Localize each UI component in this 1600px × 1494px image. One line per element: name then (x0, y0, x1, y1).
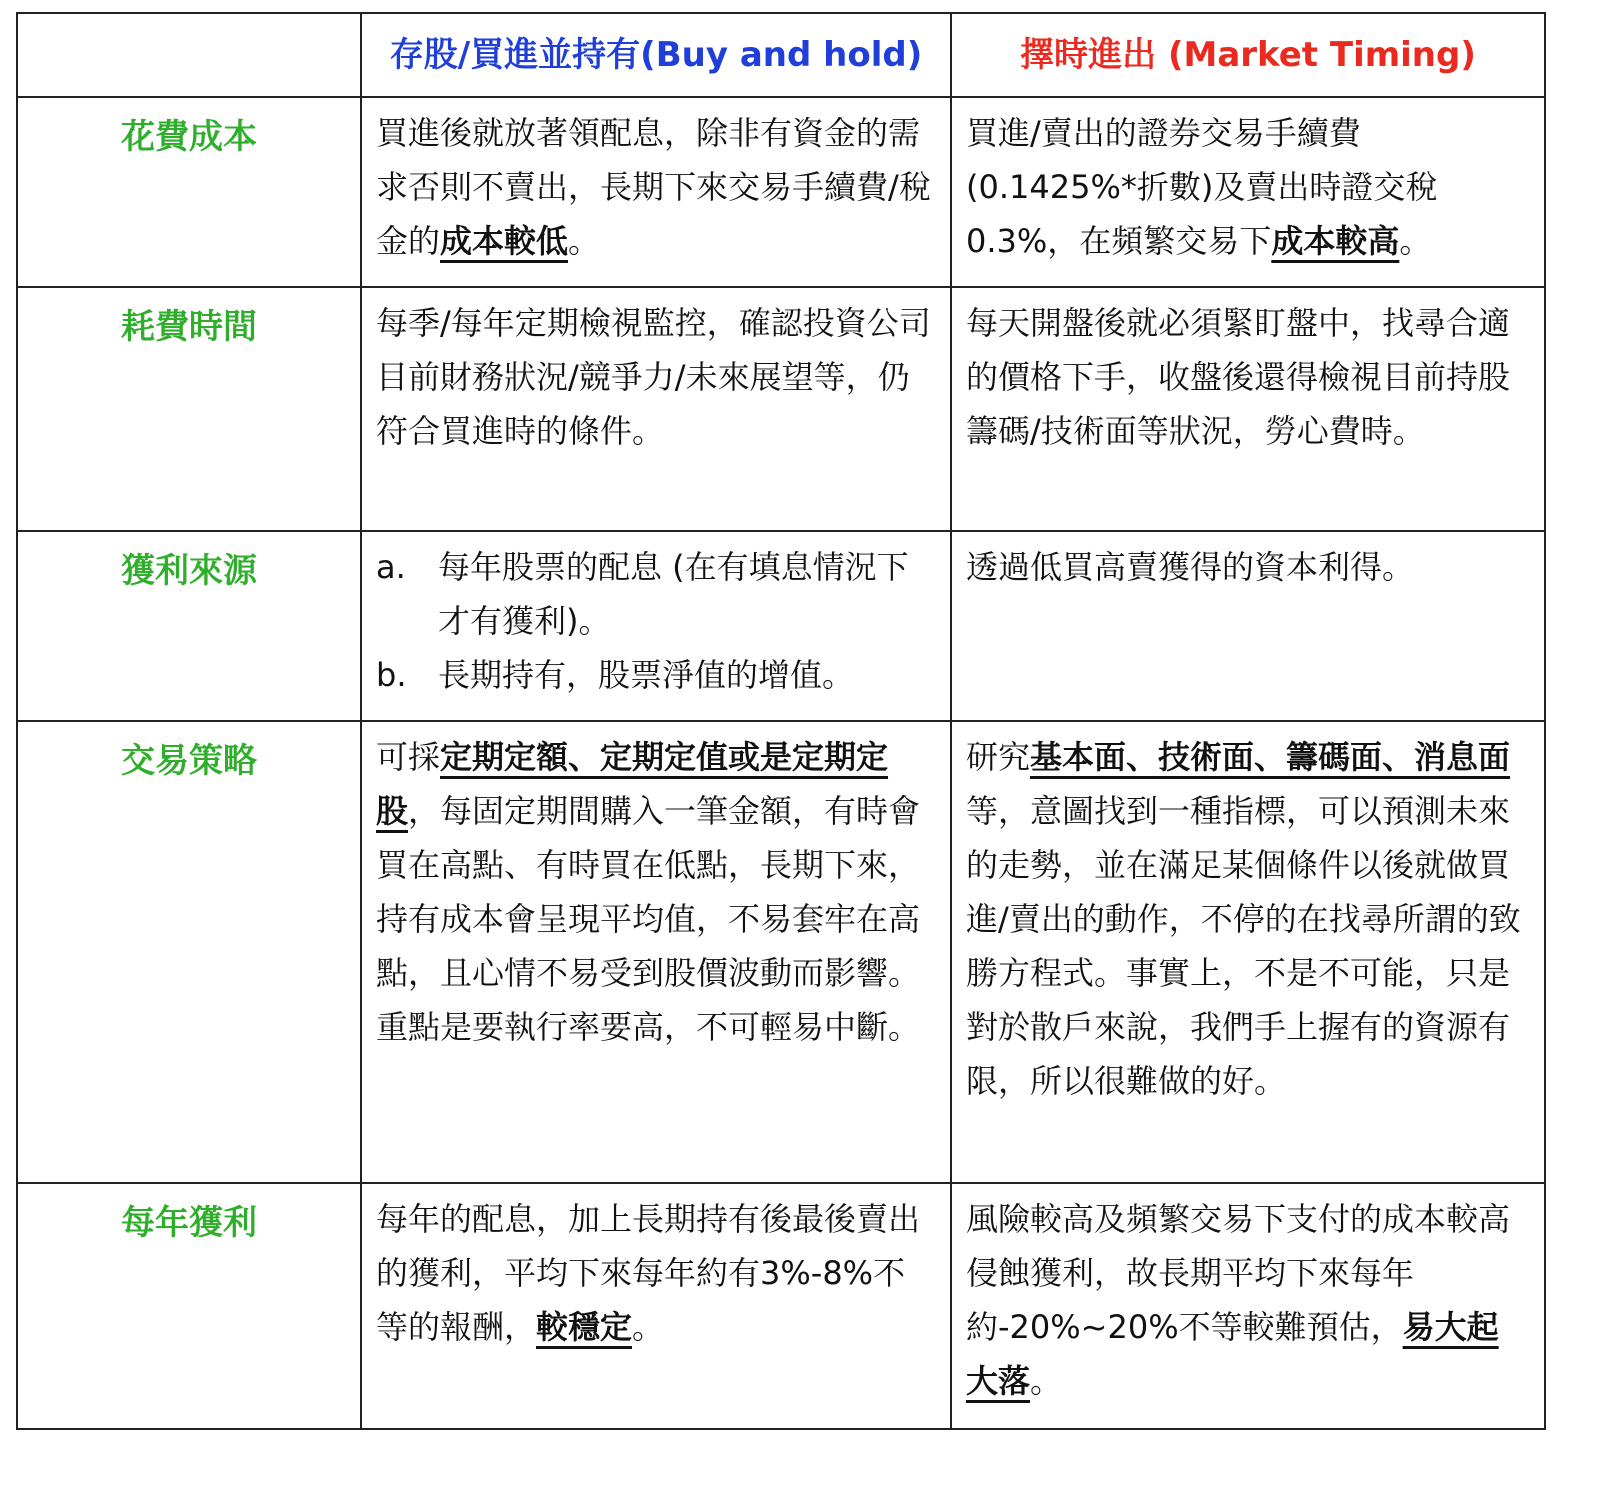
cost-market-timing-cell (951, 97, 1545, 287)
annual-profit-buy-hold-text: 每年的配息，加上長期持有後最後賣出的獲利，平均下來每年約有3%-8%不等的報酬， (376, 1200, 921, 1346)
annual-profit-market-timing-text: 風險較高及頻繁交易下支付的成本較高侵蝕獲利，故長期平均下來每年約-20%~20%不等較難預估， (966, 1200, 1511, 1346)
strategy-buy-hold-cell (361, 721, 951, 1183)
header-row (17, 13, 1545, 97)
comparison-table (16, 12, 1546, 1430)
strategy-market-timing-text: 等，意圖找到一種指標，可以預測未來的走勢，並在滿足某個條件以後就做買進/賣出的動作，不停的在找尋所謂的致勝方程式。事實上，不是不可能，只是對於散戶來說，我們手上握有的資源有限，所以很難做的好。 (966, 792, 1521, 1100)
annual-profit-market-timing-cell (951, 1183, 1545, 1429)
list-marker: b. (376, 656, 407, 694)
list-item (376, 540, 936, 648)
header-blank-cell (17, 13, 361, 97)
list-item-text: 長期持有，股票淨值的增值。 (438, 656, 855, 694)
annual-profit-buy-hold-cell (361, 1183, 951, 1429)
table-row (17, 97, 1545, 287)
cost-buy-hold-end: 。 (568, 222, 601, 260)
cost-market-timing-emphasis: 成本較高 (1271, 222, 1400, 260)
annual-profit-buy-hold-end: 。 (632, 1308, 665, 1346)
table-row (17, 1183, 1545, 1429)
header-market-timing: 擇時進出 (Market Timing) (951, 13, 1545, 97)
cost-buy-hold-emphasis: 成本較低 (440, 222, 569, 260)
table-row (17, 287, 1545, 531)
row-label-strategy: 交易策略 (17, 721, 361, 1183)
annual-profit-market-timing-emphasis: 易大起大落 (966, 1308, 1499, 1400)
row-label-cost: 花費成本 (17, 97, 361, 287)
table-row (17, 531, 1545, 721)
strategy-market-timing-pre: 研究 (966, 738, 1031, 776)
strategy-buy-hold-text: ，每固定期間購入一筆金額，有時會買在高點、有時買在低點，長期下來，持有成本會呈現平均值，不易套牢在高點，且心情不易受到股價波動而影響。重點是要執行率要高，不可輕易中斷。 (376, 792, 921, 1046)
cost-market-timing-text: 買進/賣出的證券交易手續費(0.1425%*折數)及賣出時證交稅0.3%，在頻繁交易下 (966, 114, 1438, 260)
row-label-profit-source: 獲利來源 (17, 531, 361, 721)
profit-source-buy-hold-cell (361, 531, 951, 721)
list-item (376, 648, 936, 702)
cost-buy-hold-text: 買進後就放著領配息，除非有資金的需求否則不賣出，長期下來交易手續費/稅金的 (376, 114, 931, 260)
strategy-market-timing-emphasis: 基本面、技術面、籌碼面、消息面 (1030, 738, 1511, 776)
cost-market-timing-end: 。 (1399, 222, 1432, 260)
row-label-time: 耗費時間 (17, 287, 361, 531)
time-buy-hold-cell: 每季/每年定期檢視監控，確認投資公司目前財務狀況/競爭力/未來展望等，仍符合買進時的條件。 (361, 287, 951, 531)
time-market-timing-cell: 每天開盤後就必須緊盯盤中，找尋合適的價格下手，收盤後還得檢視目前持股籌碼/技術面等狀況，勞心費時。 (951, 287, 1545, 531)
header-buy-and-hold: 存股/買進並持有(Buy and hold) (361, 13, 951, 97)
strategy-buy-hold-pre: 可採 (376, 738, 441, 776)
list-item-text: 每年股票的配息 (在有填息情況下才有獲利)。 (438, 548, 909, 640)
strategy-buy-hold-emphasis: 定期定額、定期定值或是定期定股 (376, 738, 889, 830)
strategy-market-timing-cell (951, 721, 1545, 1183)
table-row (17, 721, 1545, 1183)
profit-source-market-timing-cell: 透過低買高賣獲得的資本利得。 (951, 531, 1545, 721)
cost-buy-hold-cell (361, 97, 951, 287)
row-label-annual-profit: 每年獲利 (17, 1183, 361, 1429)
annual-profit-market-timing-end: 。 (1030, 1362, 1063, 1400)
annual-profit-buy-hold-emphasis: 較穩定 (536, 1308, 633, 1346)
list-marker: a. (376, 548, 406, 586)
